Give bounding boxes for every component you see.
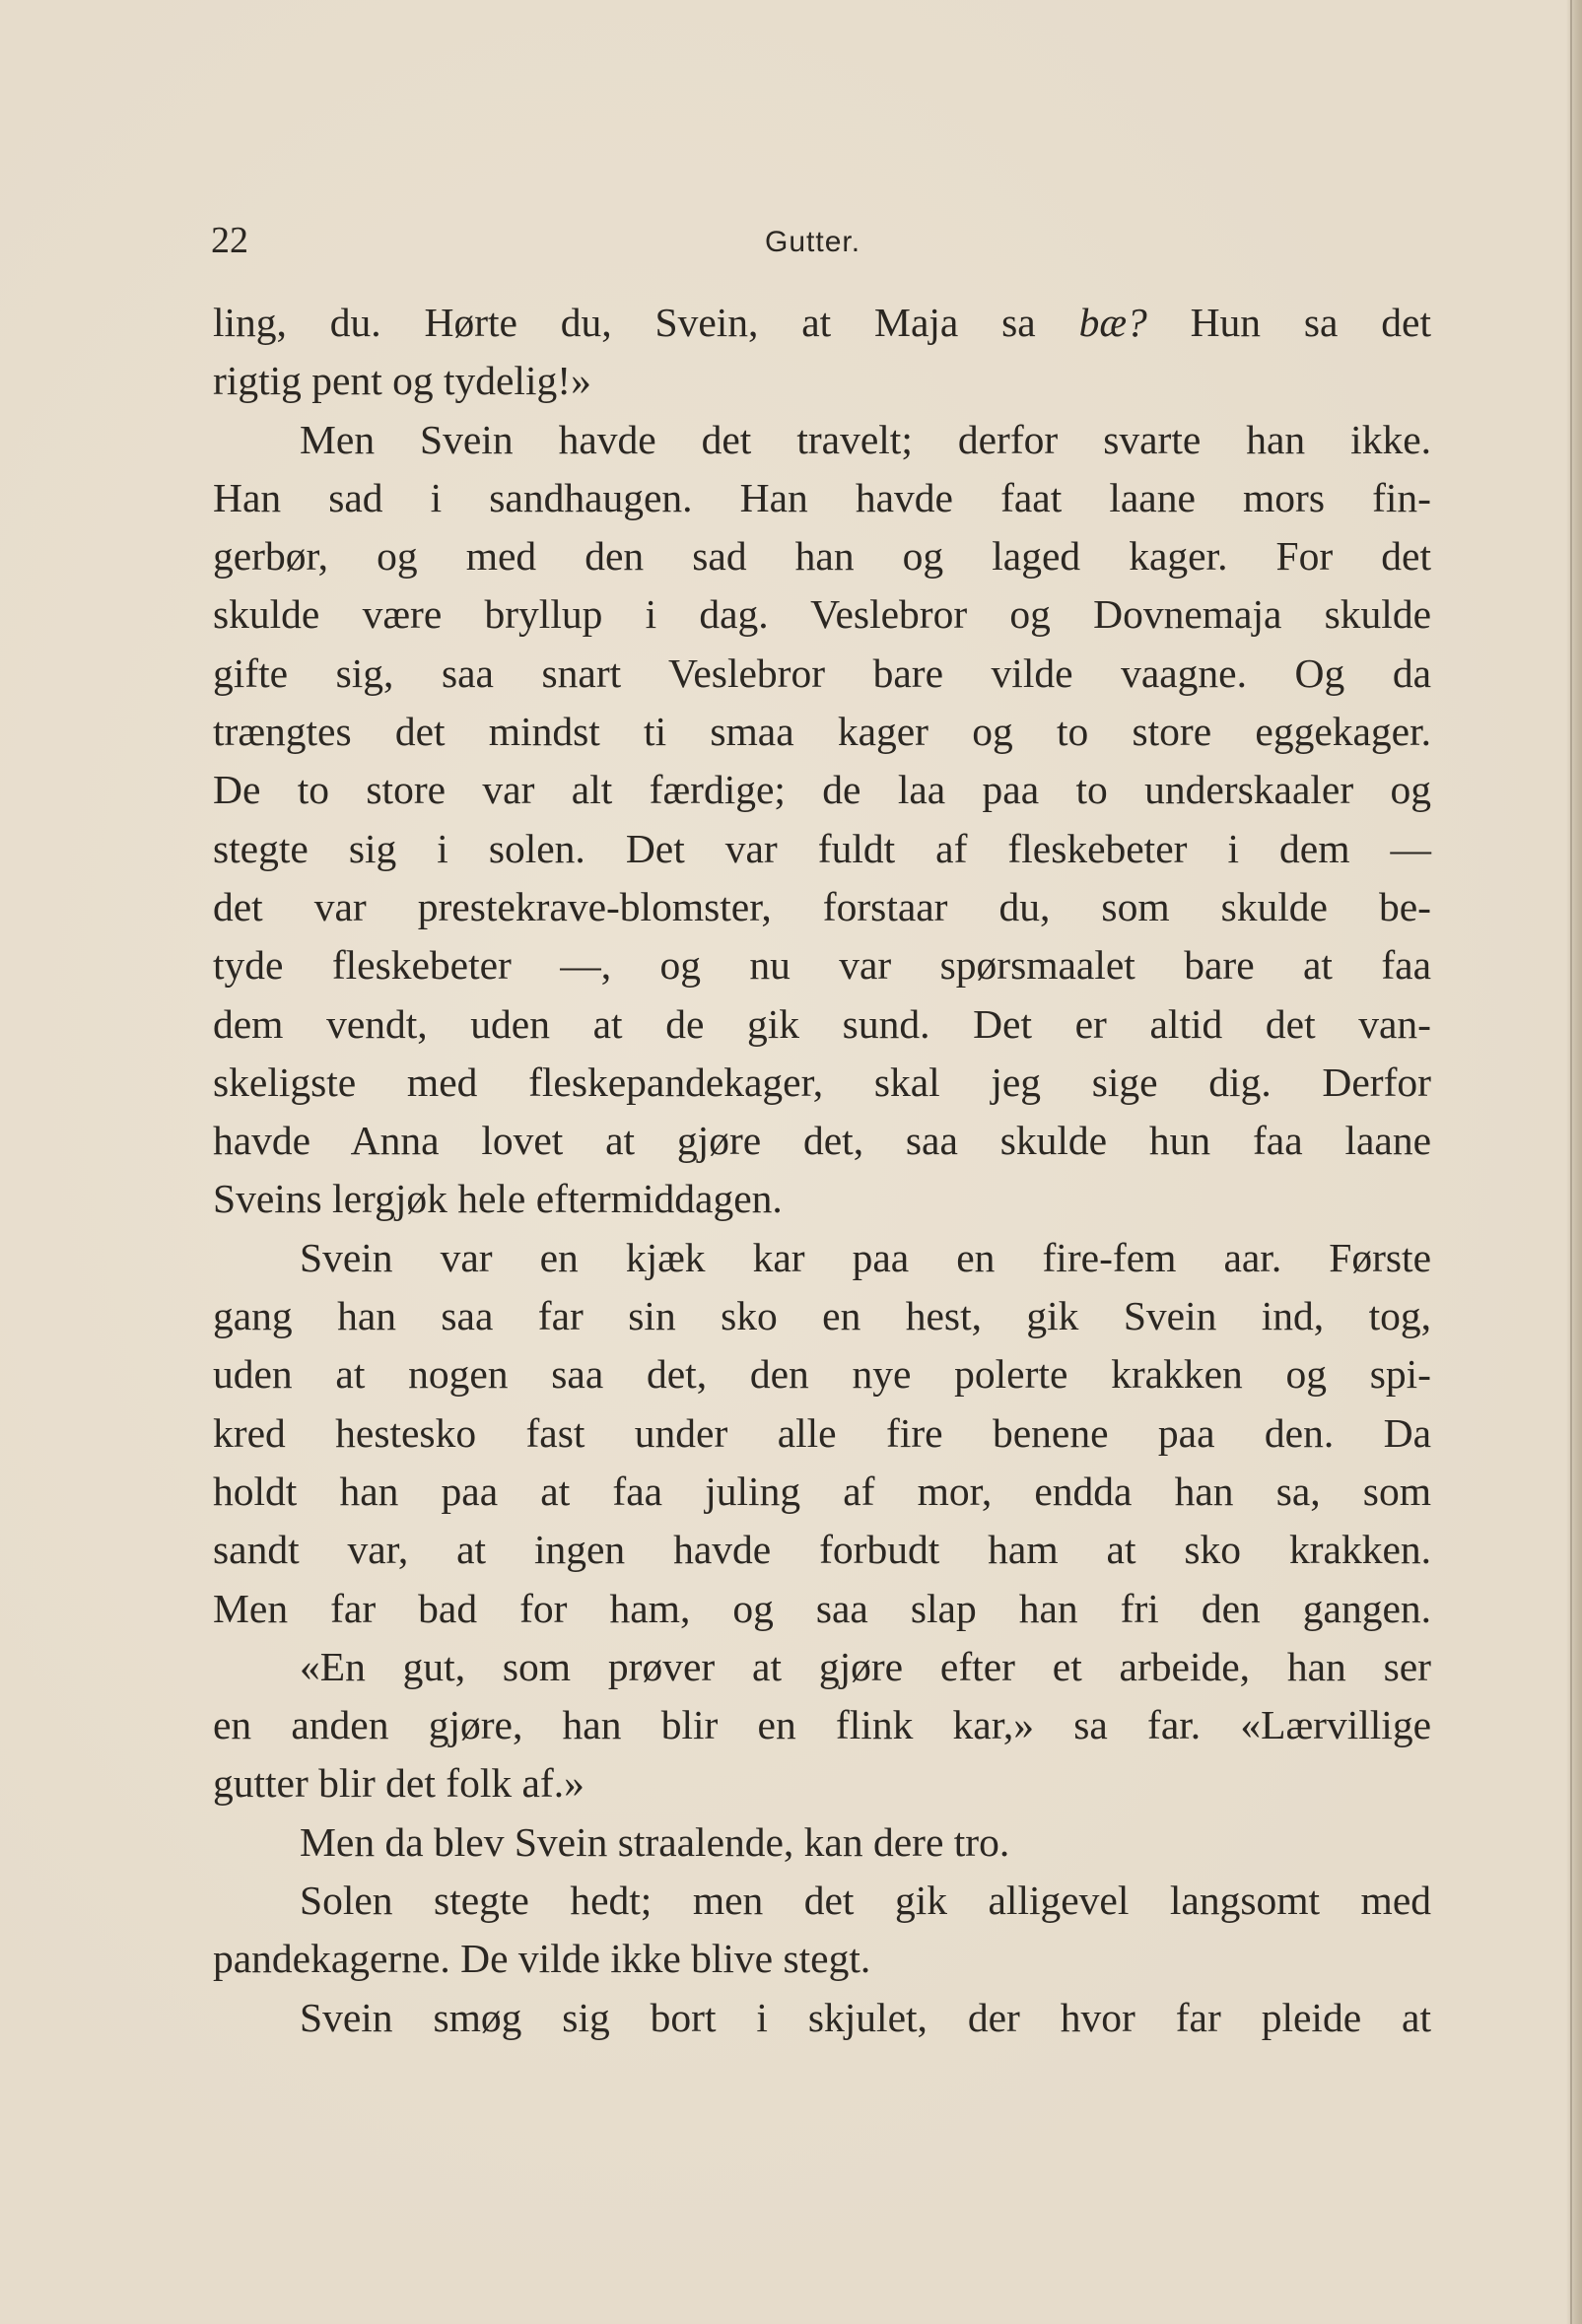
text-line-15: havde Anna lovet at gjøre det, saa skulde hun faa laane — [213, 1118, 1431, 1164]
text-line-21: holdt han paa at faa juling af mor, endda han sa, som — [213, 1468, 1431, 1514]
text-line-4: Han sad i sandhaugen. Han havde faat laane mors fin- — [213, 474, 1431, 520]
text-line-23: Men far bad for ham, og saa slap han fri den gangen. — [213, 1585, 1431, 1631]
text-line-10: stegte sig i solen. Det var fuldt af fleskebeter i dem — — [213, 825, 1431, 871]
text-line-19: uden at nogen saa det, den nye polerte krakken og spi- — [213, 1351, 1431, 1398]
text-line-28: Solen stegte hedt; men det gik alligevel langsomt med — [300, 1878, 1431, 1924]
text-line-27: Men da blev Svein straalende, kan dere tro. — [300, 1818, 1010, 1865]
text-line-14: skeligste med fleskepandekager, skal jeg sige dig. Derfor — [213, 1059, 1431, 1105]
text-line-12: tyde fleskebeter —, og nu var spørsmaalet bare at faa — [213, 942, 1431, 989]
text-line-7: gifte sig, saa snart Veslebror bare vilde vaagne. Og da — [213, 649, 1431, 696]
text-line-3: Men Svein havde det travelt; derfor svarte han ikke. — [300, 416, 1431, 462]
page-edge-line — [1570, 0, 1572, 2324]
text-line-5: gerbør, og med den sad han og laged kager. For det — [213, 533, 1431, 580]
text-line-11: det var prestekrave-blomster, forstaar du, som skulde be- — [213, 883, 1431, 929]
body-text — [213, 294, 1431, 2047]
page-edge-shadow — [1566, 0, 1582, 2324]
text-line-2: rigtig pent og tydelig!» — [213, 358, 591, 404]
running-head — [211, 215, 960, 266]
page-number: 22 — [211, 220, 248, 261]
text-line-30: Svein smøg sig bort i skjulet, der hvor far pleide at — [300, 1994, 1431, 2040]
text-line-1: ling, du. Hørte du, Svein, at Maja sa bæ? Hun sa det — [213, 300, 1431, 345]
text-line-25: en anden gjøre, han blir en flink kar,» sa far. «Lærvillige — [213, 1702, 1431, 1748]
running-title: Gutter. — [765, 226, 861, 258]
text-line-26: gutter blir det folk af.» — [213, 1760, 585, 1807]
text-line-18: gang han saa far sin sko en hest, gik Svein ind, tog, — [213, 1293, 1431, 1339]
text-line-24: «En gut, som prøver at gjøre efter et arbeide, han ser — [300, 1643, 1431, 1689]
text-line-22: sandt var, at ingen havde forbudt ham at sko krakken. — [213, 1527, 1431, 1573]
text-line-16: Sveins lergjøk hele eftermiddagen. — [213, 1176, 783, 1222]
text-line-29: pandekagerne. De vilde ikke blive stegt. — [213, 1936, 871, 1982]
text-line-17: Svein var en kjæk kar paa en fire-fem aar. Første — [300, 1234, 1431, 1280]
text-line-6: skulde være bryllup i dag. Veslebror og Dovnemaja skulde — [213, 591, 1431, 638]
text-line-13: dem vendt, uden at de gik sund. Det er altid det van- — [213, 1000, 1431, 1047]
text-line-8: trængtes det mindst ti smaa kager og to store eggekager. — [213, 709, 1431, 755]
italic-word: bæ? — [1078, 300, 1147, 345]
text-line-9: De to store var alt færdige; de laa paa to underskaaler og — [213, 767, 1431, 813]
text-line-20: kred hestesko fast under alle fire benene paa den. Da — [213, 1409, 1431, 1456]
